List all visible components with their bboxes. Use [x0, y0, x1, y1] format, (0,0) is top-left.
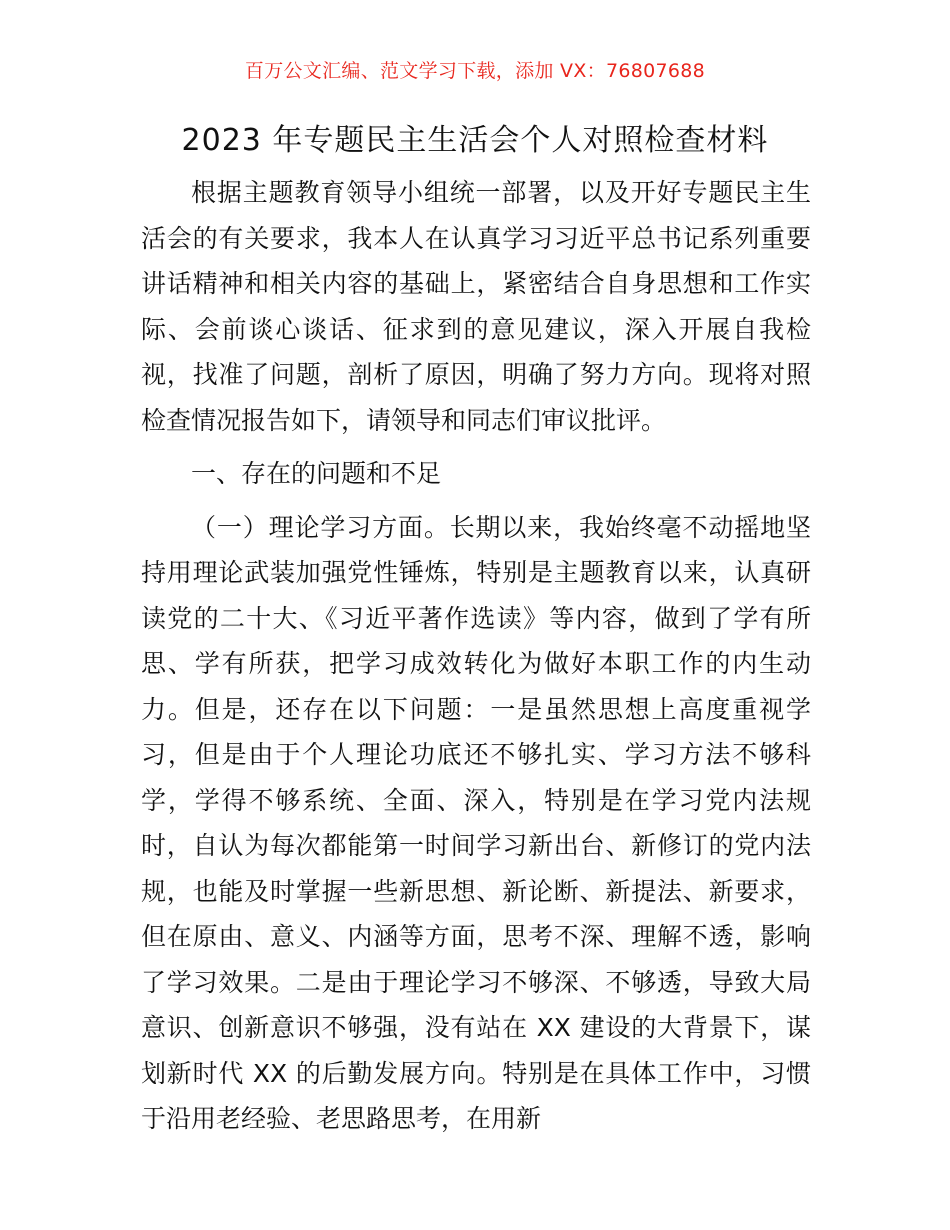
- section-heading: 一、存在的问题和不足: [191, 459, 442, 488]
- document-body: [141, 170, 811, 1142]
- header-banner: 百万公文汇编、范文学习下载，添加 VX：76807688: [244, 60, 706, 82]
- body-paragraph: （一）理论学习方面。长期以来，我始终毫不动摇地坚持用理论武装加强党性锤炼，特别是主题教育以来，认真研读党的二十大、《习近平著作选读》等内容，做到了学有所思、学有所获，把学习成效转化为做好本职工作的内生动力。但是，还存在以下问题：一是虽然思想上高度重视学习，但是由于个人理论功底还不够扎实、学习方法不够科学，学得不够系统、全面、深入，特别是在学习党内法规时，自认为每次都能第一时间学习新出台、新修订的党内法规，也能及时掌握一些新思想、新论断、新提法、新要求，但在原由、意义、内涵等方面，思考不深、理解不透，影响了学习效果。二是由于理论学习不够深、不够透，导致大局意识、创新意识不够强，没有站在 XX 建设的大背景下，谋划新时代 XX 的后勤发展方向。特别是在具体工作中，习惯于沿用老经验、老思路思考，在用新: [141, 512, 811, 1133]
- document-title: 2023 年专题民主生活会个人对照检查材料: [181, 123, 769, 158]
- intro-paragraph: 根据主题教育领导小组统一部署，以及开好专题民主生活会的有关要求，我本人在认真学习习近平总书记系列重要讲话精神和相关内容的基础上，紧密结合自身思想和工作实际、会前谈心谈话、征求到的意见建议，深入开展自我检视，找准了问题，剖析了原因，明确了努力方向。现将对照检查情况报告如下，请领导和同志们审议批评。: [141, 178, 811, 435]
